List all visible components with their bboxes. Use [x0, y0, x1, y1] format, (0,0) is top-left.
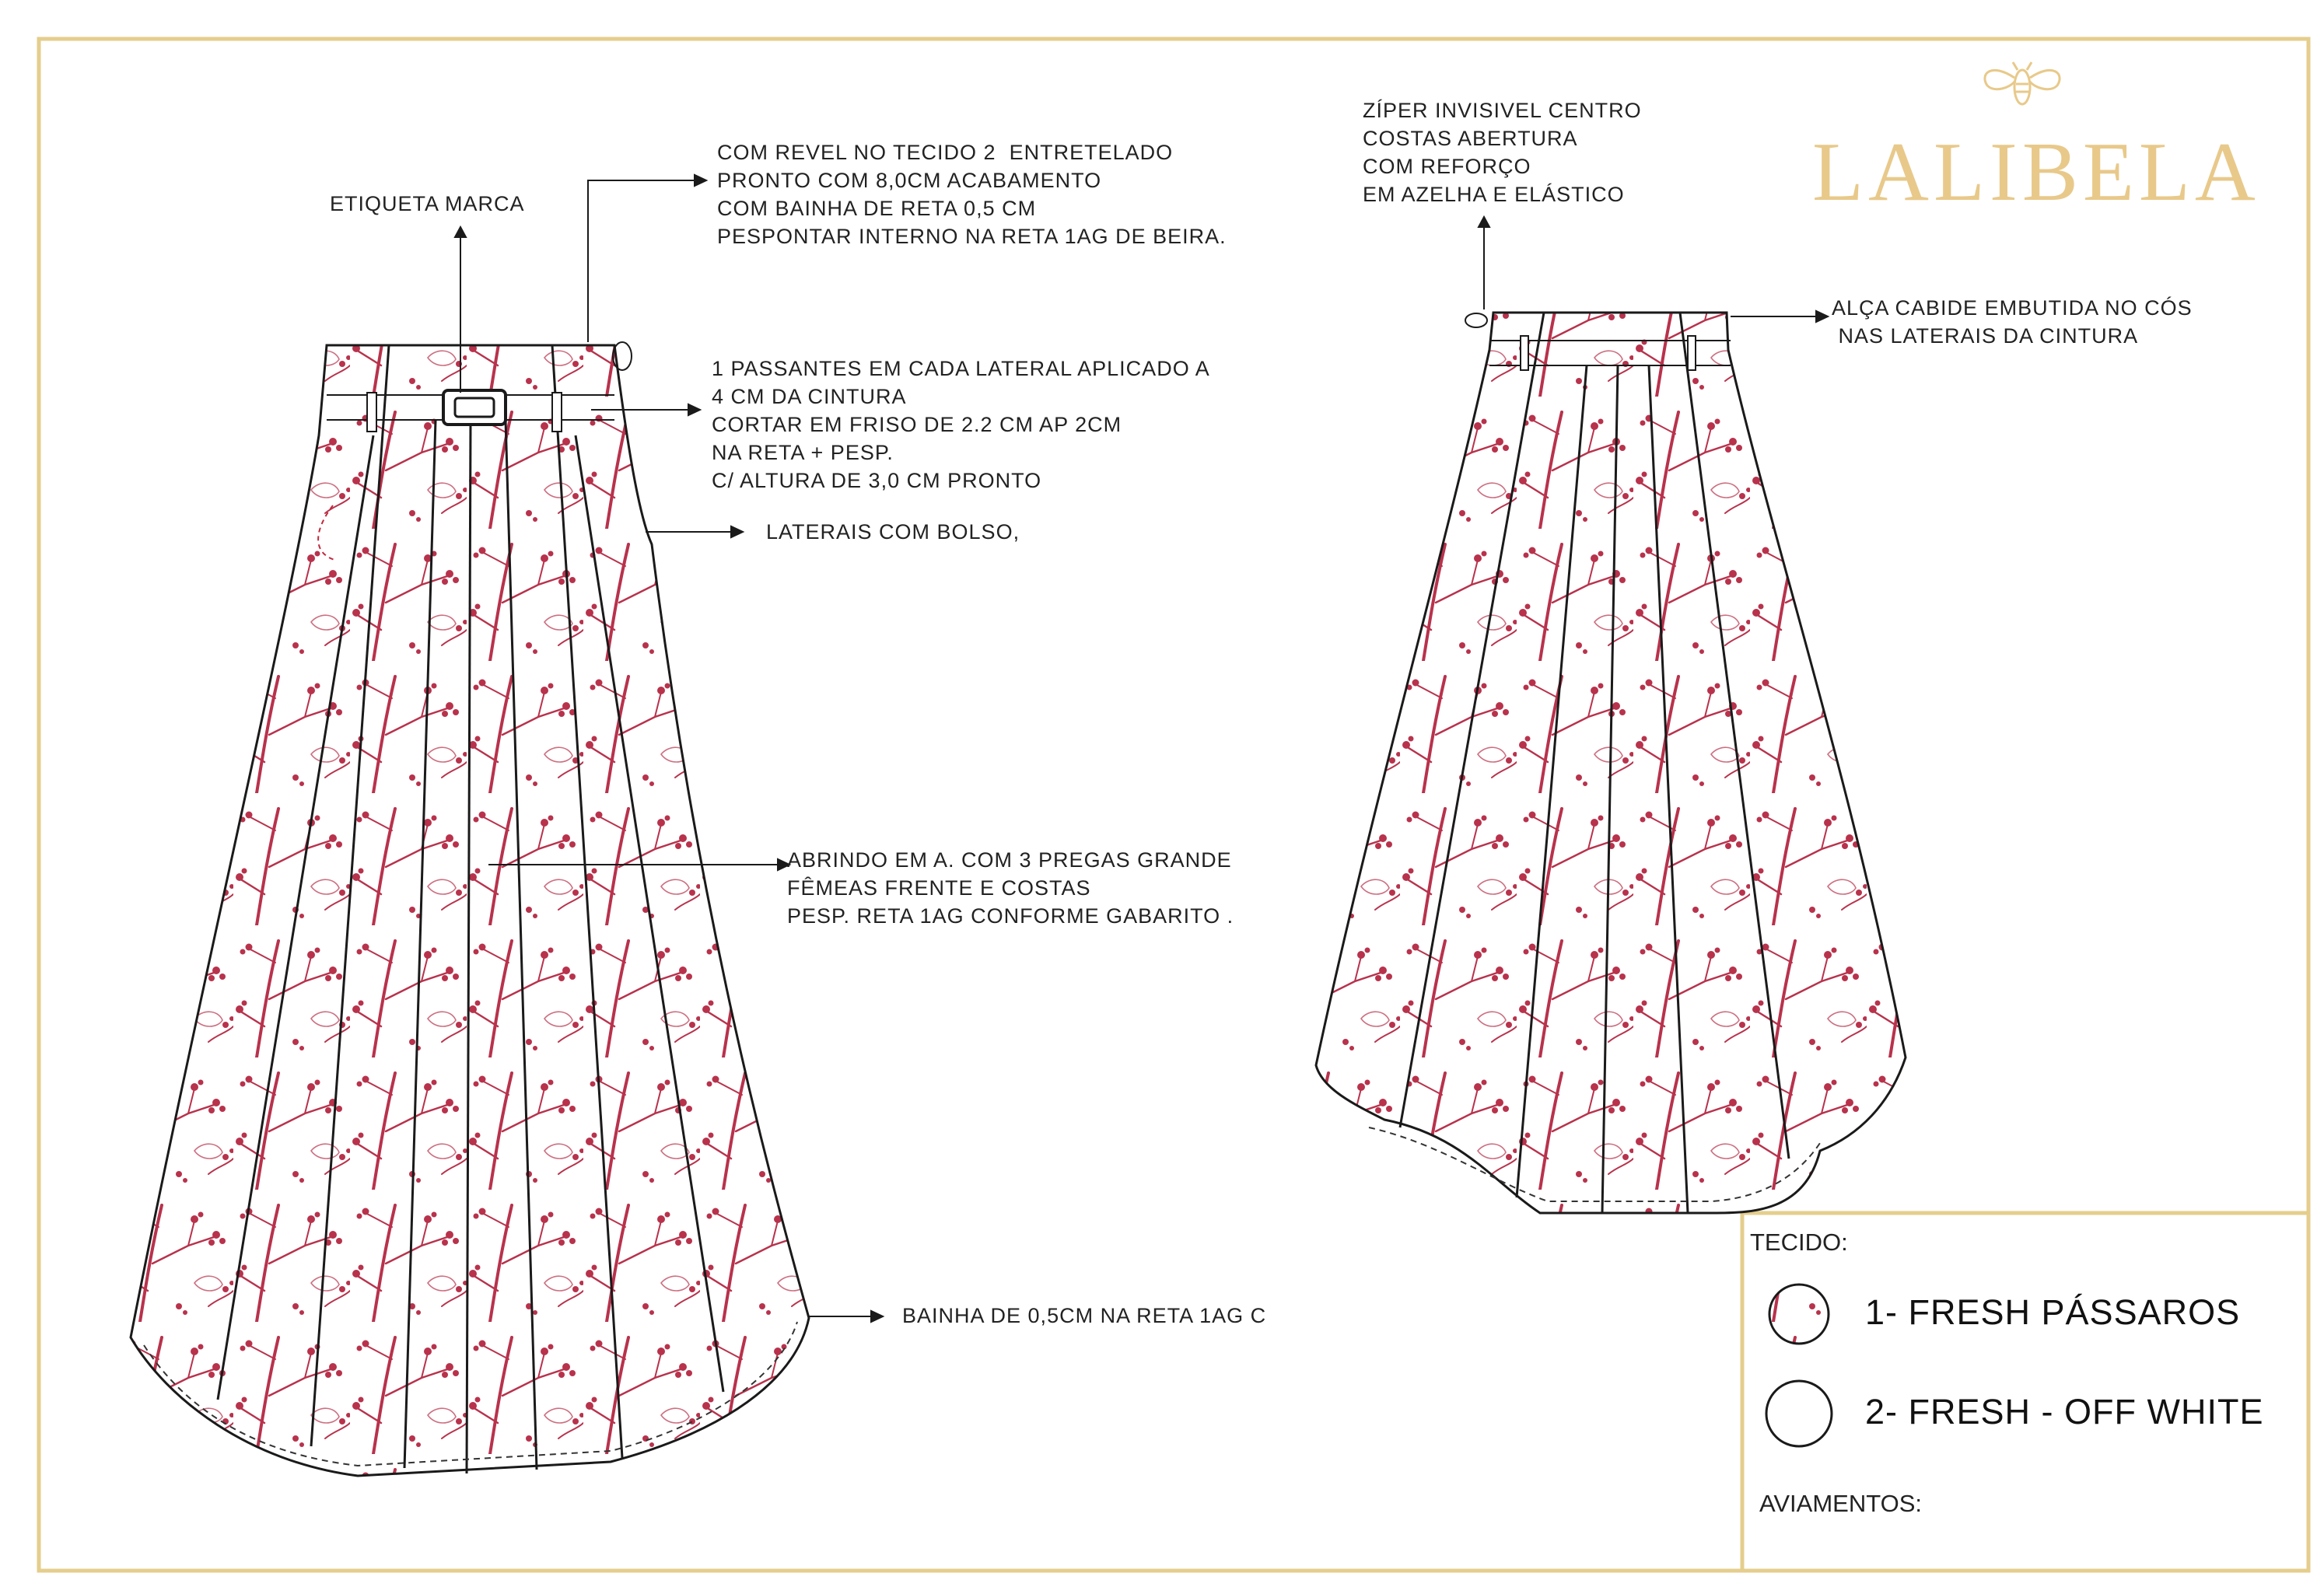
label-tag-note: ETIQUETA MARCA: [330, 192, 525, 215]
fabric-title: TECIDO:: [1750, 1229, 1848, 1256]
hanger-loop-note: ALÇA CABIDE EMBUTIDA NO CÓS NAS LATERAIS DA CINTURA: [1832, 296, 2193, 348]
belt-loop-note: 1 PASSANTES EM CADA LATERAL APLICADO A 4 CM DA CINTURA CORTAR EM FRISO DE 2.2 CM AP 2CM NA RETA + PESP. C/ ALTURA DE 3,0 CM PRONTO: [712, 357, 1210, 492]
facing-note: COM REVEL NO TECIDO 2 ENTRETELADO PRONTO COM 8,0CM ACABAMENTO COM BAINHA DE RETA 0,5 CM PESPONTAR INTERNO NA RETA 1AG DE BEIRA.: [717, 141, 1227, 248]
brand-logo: LALIBELA: [1812, 126, 2260, 218]
trims-title: AVIAMENTOS:: [1759, 1490, 1923, 1517]
front-skirt-sketch: [131, 342, 809, 1476]
fabric-1-swatch: [1769, 1285, 1829, 1344]
back-skirt-sketch: [1316, 313, 1906, 1213]
fabric-2-swatch: [1766, 1381, 1832, 1446]
pleat-note: ABRINDO EM A. COM 3 PREGAS GRANDE FÊMEAS FRENTE E COSTAS PESP. RETA 1AG CONFORME GABARITO .: [787, 848, 1234, 928]
side-pocket-note: LATERAIS COM BOLSO,: [766, 520, 1020, 544]
bee-icon: [1985, 62, 2060, 104]
zipper-note: ZÍPER INVISIVEL CENTRO COSTAS ABERTURA COM REFORÇO EM AZELHA E ELÁSTICO: [1363, 99, 1642, 206]
hem-note: BAINHA DE 0,5CM NA RETA 1AG C: [902, 1304, 1267, 1327]
fabric-2-label: 2- FRESH - OFF WHITE: [1865, 1392, 2264, 1431]
fabric-1-label: 1- FRESH PÁSSAROS: [1865, 1292, 2241, 1332]
